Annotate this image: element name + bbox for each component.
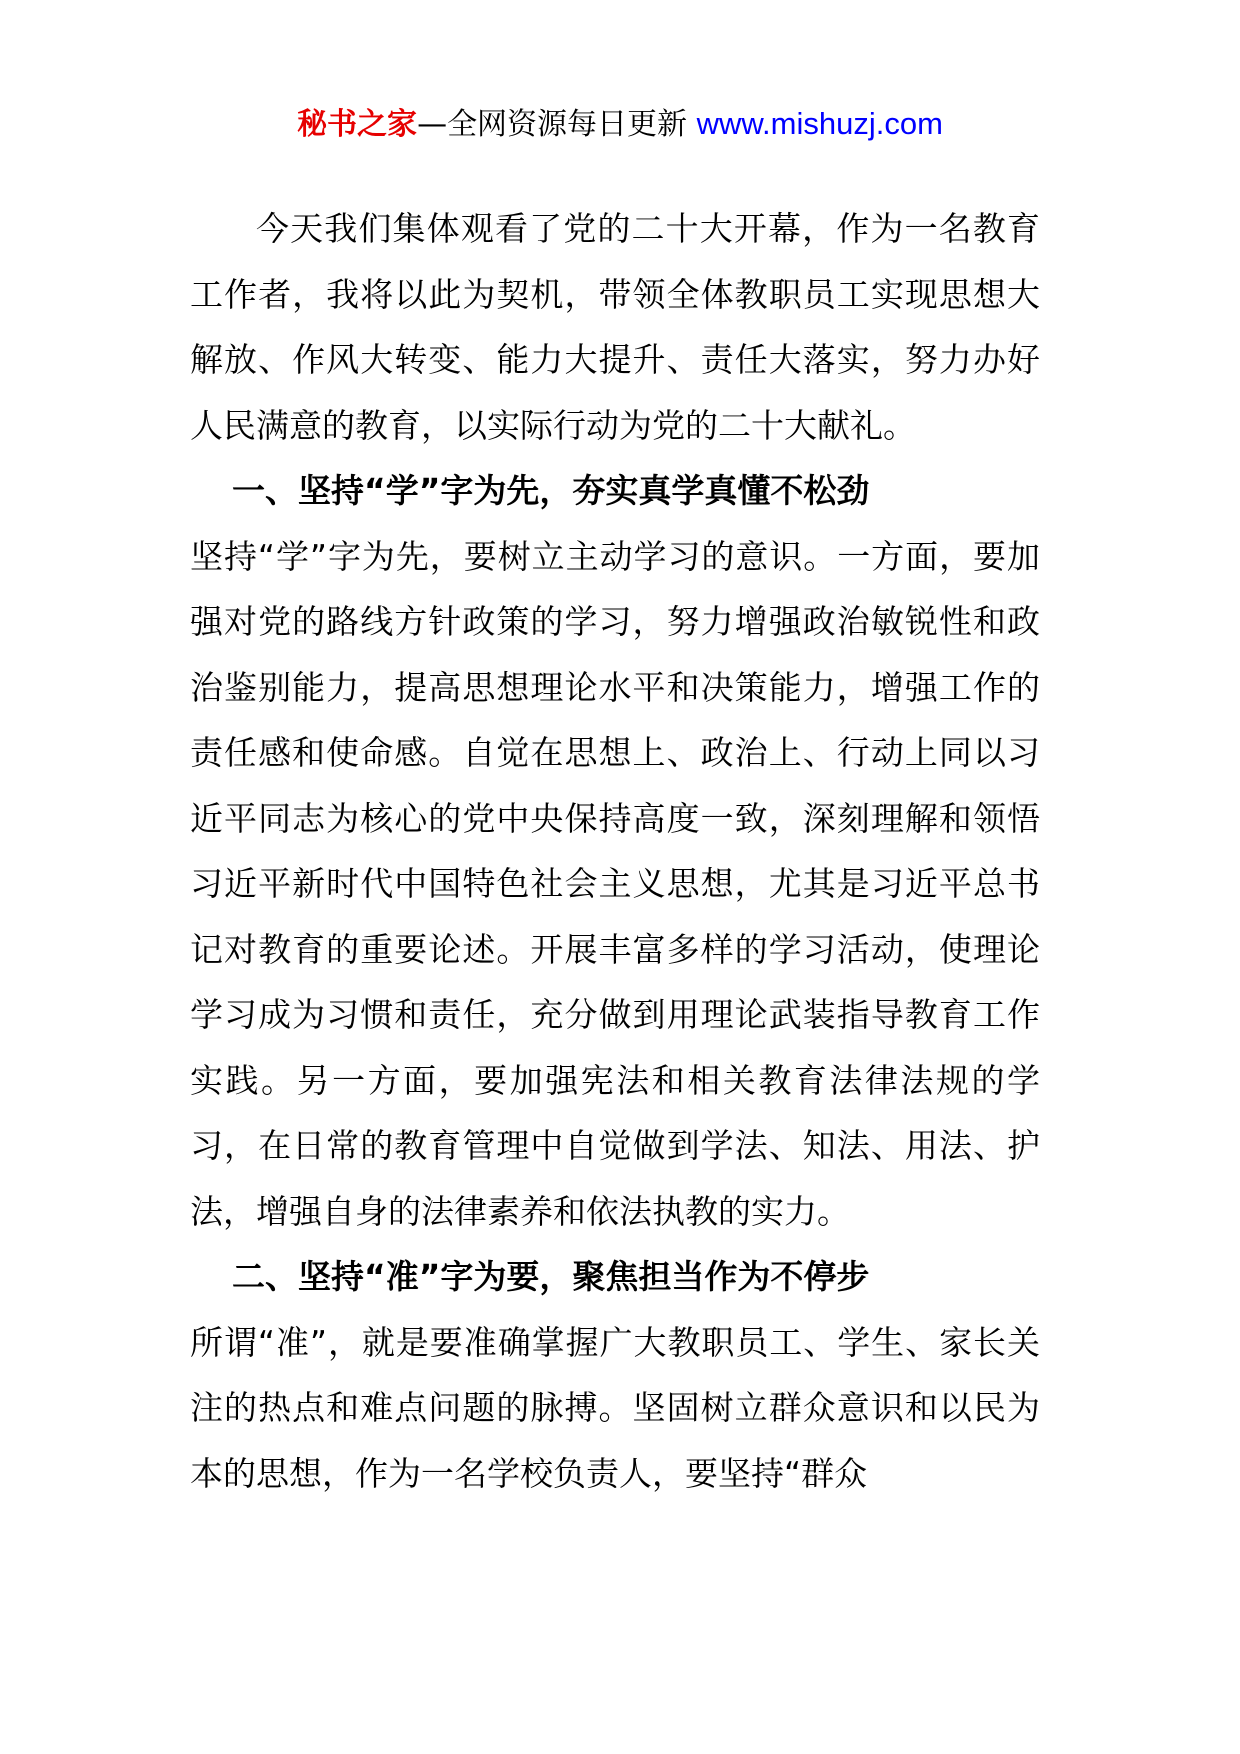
document-body: [190, 196, 1040, 1506]
section-heading-1: 一、坚持“学”字为先，夯实真学真懂不松劲: [232, 471, 870, 510]
section-2-paragraph: 所谓“准”，就是要准确掌握广大教职员工、学生、家长关注的热点和难点问题的脉搏。坚固树立群众意识和以民为本的思想，作为一名学校负责人，要坚持“群众: [190, 1322, 1040, 1493]
site-url-link[interactable]: www.mishuzj.com: [696, 106, 943, 141]
section-heading-2: 二、坚持“准”字为要，聚焦担当作为不停步: [232, 1257, 870, 1296]
intro-paragraph: 今天我们集体观看了党的二十大开幕，作为一名教育工作者，我将以此为契机，带领全体教职员工实现思想大解放、作风大转变、能力大提升、责任大落实，努力办好人民满意的教育，以实际行动为党的二十大献礼。: [190, 209, 1040, 445]
brand-name: 秘书之家: [297, 107, 418, 142]
section-1-paragraph: 坚持“学”字为先，要树立主动学习的意识。一方面，要加强对党的路线方针政策的学习，努力增强政治敏锐性和政治鉴别能力，提高思想理论水平和决策能力，增强工作的责任感和使命感。自觉在思想上、政治上、行动上同以习近平同志为核心的党中央保持高度一致，深刻理解和领悟习近平新时代中国特色社会主义思想，尤其是习近平总书记对教育的重要论述。开展丰富多样的学习活动，使理论学习成为习惯和责任，充分做到用理论武装指导教育工作实践。另一方面，要加强宪法和相关教育法律法规的学习，在日常的教育管理中自觉做到学法、知法、用法、护法，增强自身的法律素养和依法执教的实力。: [190, 536, 1040, 1231]
header-tagline: —全网资源每日更新: [417, 107, 697, 142]
site-header: [0, 102, 1240, 147]
